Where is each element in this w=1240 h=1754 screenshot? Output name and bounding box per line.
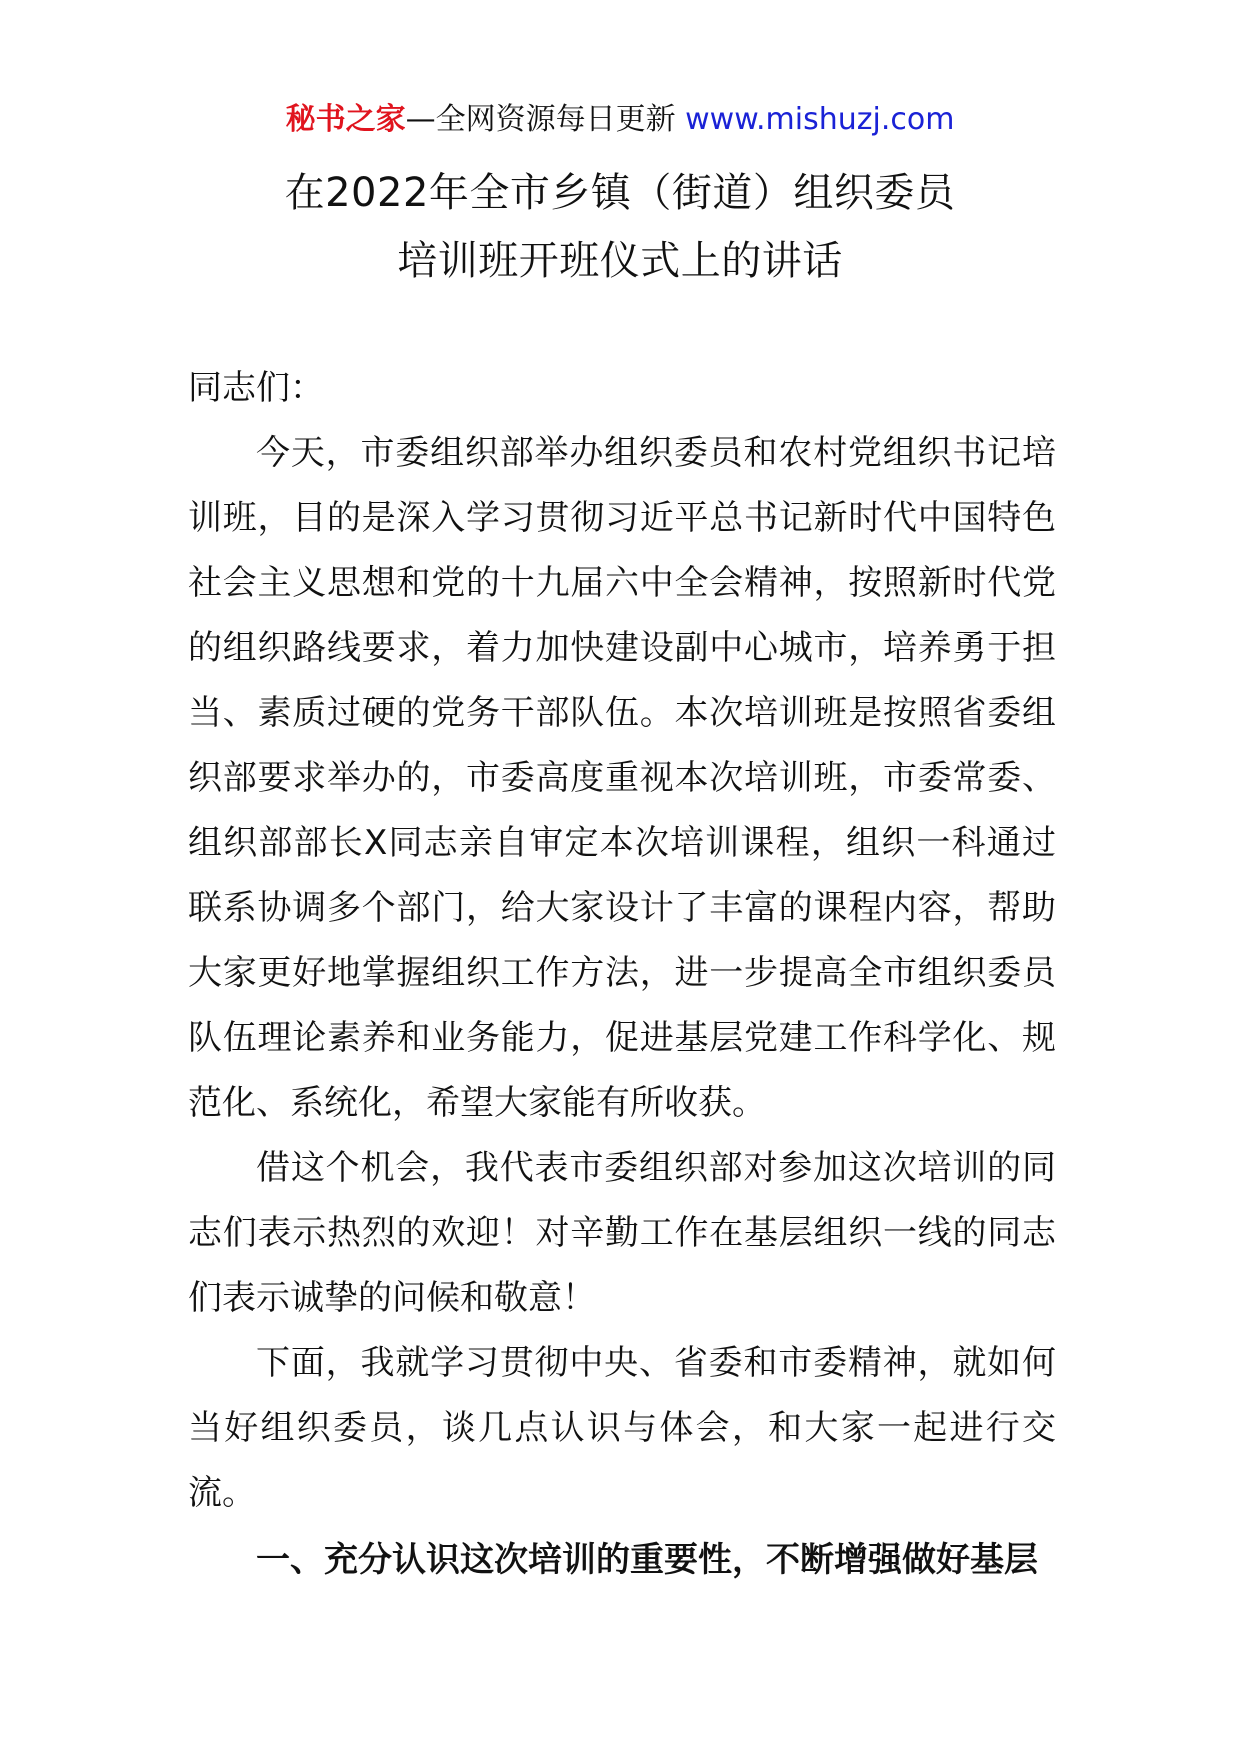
document-title-line-2: 培训班开班仪式上的讲话 xyxy=(397,238,843,284)
body-paragraph: 借这个机会，我代表市委组织部对参加这次培训的同志们表示热烈的欢迎！对辛勤工作在基层组织一线的同志们表示诚挚的问候和敬意！ xyxy=(188,1148,1056,1318)
document-body xyxy=(188,356,1056,1593)
body-paragraph: 今天，市委组织部举办组织委员和农村党组织书记培训班，目的是深入学习贯彻习近平总书记新时代中国特色社会主义思想和党的十九届六中全会精神，按照新时代党的组织路线要求，着力加快建设副中心城市，培养勇于担当、素质过硬的党务干部队伍。本次培训班是按照省委组织部要求举办的，市委高度重视本次培训班，市委常委、组织部部长X同志亲自审定本次培训课程，组织一科通过联系协调多个部门，给大家设计了丰富的课程内容，帮助大家更好地掌握组织工作方法，进一步提高全市组织委员队伍理论素养和业务能力，促进基层党建工作科学化、规范化、系统化，希望大家能有所收获。 xyxy=(188,433,1056,1123)
body-paragraph: 下面，我就学习贯彻中央、省委和市委精神，就如何当好组织委员，谈几点认识与体会，和大家一起进行交流。 xyxy=(188,1343,1056,1513)
section-heading: 一、充分认识这次培训的重要性，不断增强做好基层 xyxy=(256,1540,1038,1580)
document-title-line-1: 在2022年全市乡镇（街道）组织委员 xyxy=(284,170,956,216)
site-url-link[interactable]: www.mishuzj.com xyxy=(685,102,955,137)
site-header xyxy=(0,100,1240,140)
salutation: 同志们： xyxy=(188,368,324,408)
site-tagline: —全网资源每日更新 xyxy=(405,102,676,137)
site-brand: 秘书之家 xyxy=(285,102,406,137)
